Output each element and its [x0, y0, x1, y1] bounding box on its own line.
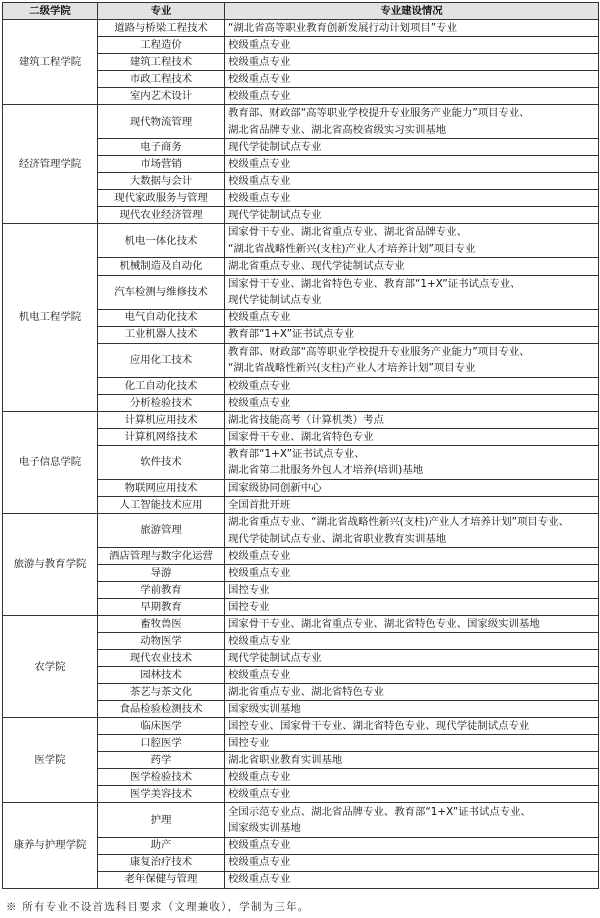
construction-cell: 湖北省技能高考（计算机类）考点 [225, 411, 599, 428]
construction-cell: 校级重点专业 [225, 633, 599, 650]
table-header-row [3, 3, 599, 20]
major-cell: 分析检验技术 [98, 394, 225, 411]
construction-cell-line2: 现代学徒制试点专业、湖北省职业教育实训基地 [225, 530, 599, 547]
major-cell: 电子商务 [98, 139, 225, 156]
major-cell: 软件技术 [98, 445, 225, 479]
table-row [3, 616, 599, 633]
major-cell: 现代农业经济管理 [98, 207, 225, 224]
major-cell: 临床医学 [98, 718, 225, 735]
header-college: 二级学院 [3, 3, 98, 20]
major-cell: 汽车检测与维修技术 [98, 275, 225, 309]
major-cell: 机械制造及自动化 [98, 258, 225, 275]
major-cell: 现代家政服务与管理 [98, 190, 225, 207]
major-cell: 应用化工技术 [98, 343, 225, 377]
major-cell: 护理 [98, 803, 225, 837]
table-row [3, 513, 599, 530]
construction-cell: 国控专业 [225, 582, 599, 599]
construction-cell: 校级重点专业 [225, 565, 599, 582]
construction-cell: 全国首批开班 [225, 496, 599, 513]
major-cell: 旅游管理 [98, 513, 225, 547]
construction-cell: 教育部“1+X”证书试点专业、 [225, 445, 599, 462]
construction-cell: 教育部、财政部“高等职业学校提升专业服务产业能力”项目专业、 [225, 343, 599, 360]
header-construction: 专业建设情况 [225, 3, 599, 20]
construction-cell: 现代学徒制试点专业 [225, 207, 599, 224]
construction-cell: 校级重点专业 [225, 173, 599, 190]
major-cell: 园林技术 [98, 667, 225, 684]
construction-cell-line2: 现代学徒制试点专业 [225, 292, 599, 309]
major-cell: 建筑工程技术 [98, 54, 225, 71]
college-cell: 旅游与教育学院 [3, 513, 98, 615]
construction-cell: 教育部、财政部“高等职业学校提升专业服务产业能力”项目专业、 [225, 105, 599, 122]
major-cell: 学前教育 [98, 582, 225, 599]
construction-cell: 国家级协同创新中心 [225, 479, 599, 496]
major-cell: 医学美容技术 [98, 786, 225, 803]
table-row [3, 803, 599, 820]
major-cell: 早期教育 [98, 599, 225, 616]
construction-cell: 湖北省重点专业、现代学徒制试点专业 [225, 258, 599, 275]
construction-cell: 国家骨干专业、湖北省特色专业 [225, 428, 599, 445]
construction-cell: 国控专业 [225, 599, 599, 616]
major-cell: 现代物流管理 [98, 105, 225, 139]
construction-cell: 湖北省职业教育实训基地 [225, 752, 599, 769]
major-cell: 畜牧兽医 [98, 616, 225, 633]
construction-cell: 现代学徒制试点专业 [225, 650, 599, 667]
major-cell: 药学 [98, 752, 225, 769]
major-cell: 大数据与会计 [98, 173, 225, 190]
construction-cell: 校级重点专业 [225, 871, 599, 888]
college-cell: 电子信息学院 [3, 411, 98, 513]
construction-cell: 校级重点专业 [225, 394, 599, 411]
major-cell: 计算机应用技术 [98, 411, 225, 428]
major-cell: 康复治疗技术 [98, 854, 225, 871]
major-cell: 电气自动化技术 [98, 309, 225, 326]
construction-cell: 校级重点专业 [225, 88, 599, 105]
major-cell: 酒店管理与数字化运营 [98, 548, 225, 565]
major-cell: 医学检验技术 [98, 769, 225, 786]
construction-cell: 校级重点专业 [225, 37, 599, 54]
major-cell: 老年保健与管理 [98, 871, 225, 888]
construction-cell: 校级重点专业 [225, 548, 599, 565]
construction-cell: 国家骨干专业、湖北省特色专业、教育部“1+X”证书试点专业、 [225, 275, 599, 292]
footnote: ※ 所有专业不设首选科目要求（文理兼收），学制为三年。 [6, 901, 310, 913]
header-major: 专业 [98, 3, 225, 20]
majors-table [2, 2, 599, 889]
college-cell: 机电工程学院 [3, 224, 98, 411]
construction-cell: 校级重点专业 [225, 377, 599, 394]
construction-cell: 国控专业 [225, 735, 599, 752]
construction-cell: 校级重点专业 [225, 156, 599, 173]
construction-cell: “湖北省高等职业教育创新发展行动计划项目”专业 [225, 20, 599, 37]
major-cell: 计算机网络技术 [98, 428, 225, 445]
major-cell: 市场营销 [98, 156, 225, 173]
major-cell: 工业机器人技术 [98, 326, 225, 343]
major-cell: 茶艺与茶文化 [98, 684, 225, 701]
college-cell: 农学院 [3, 616, 98, 718]
major-cell: 物联网应用技术 [98, 479, 225, 496]
construction-cell: 湖北省重点专业、“湖北省战略性新兴(支柱)产业人才培养计划”项目专业、 [225, 513, 599, 530]
construction-cell: 校级重点专业 [225, 71, 599, 88]
major-cell: 食品检验检测技术 [98, 701, 225, 718]
construction-cell: 校级重点专业 [225, 769, 599, 786]
table-row [3, 411, 599, 428]
table-row [3, 224, 599, 241]
college-cell: 建筑工程学院 [3, 20, 98, 105]
major-cell: 机电一体化技术 [98, 224, 225, 258]
construction-cell: 校级重点专业 [225, 786, 599, 803]
construction-cell: 全国示范专业点、湖北省品牌专业、教育部“1+X”证书试点专业、 [225, 803, 599, 820]
construction-cell: 国控专业、国家骨干专业、湖北省特色专业、现代学徒制试点专业 [225, 718, 599, 735]
construction-cell: 教育部“1+X”证书试点专业 [225, 326, 599, 343]
construction-cell-line2: “湖北省战略性新兴(支柱)产业人才培养计划”项目专业 [225, 241, 599, 258]
major-cell: 助产 [98, 837, 225, 854]
construction-cell: 校级重点专业 [225, 667, 599, 684]
table-row [3, 105, 599, 122]
college-cell: 康养与护理学院 [3, 803, 98, 888]
construction-cell: 校级重点专业 [225, 54, 599, 71]
construction-cell: 校级重点专业 [225, 190, 599, 207]
college-cell: 医学院 [3, 718, 98, 803]
construction-cell-line2: 湖北省品牌专业、湖北省高校省级实习实训基地 [225, 122, 599, 139]
major-cell: 道路与桥梁工程技术 [98, 20, 225, 37]
major-cell: 工程造价 [98, 37, 225, 54]
college-cell: 经济管理学院 [3, 105, 98, 224]
table-body [3, 20, 599, 889]
major-cell: 化工自动化技术 [98, 377, 225, 394]
construction-cell: 校级重点专业 [225, 854, 599, 871]
construction-cell: 国家骨干专业、湖北省重点专业、湖北省特色专业、国家级实训基地 [225, 616, 599, 633]
construction-cell-line2: 国家级实训基地 [225, 820, 599, 837]
table-row [3, 20, 599, 37]
major-cell: 导游 [98, 565, 225, 582]
construction-cell: 校级重点专业 [225, 309, 599, 326]
construction-cell: 校级重点专业 [225, 837, 599, 854]
construction-cell: 国家骨干专业、湖北省重点专业、湖北省品牌专业、 [225, 224, 599, 241]
construction-cell-line2: 湖北省第二批服务外包人才培养(培训)基地 [225, 462, 599, 479]
construction-cell: 湖北省重点专业、湖北省特色专业 [225, 684, 599, 701]
major-cell: 市政工程技术 [98, 71, 225, 88]
major-cell: 口腔医学 [98, 735, 225, 752]
table-row [3, 718, 599, 735]
construction-cell-line2: “湖北省战略性新兴(支柱)产业人才培养计划”项目专业 [225, 360, 599, 377]
major-cell: 动物医学 [98, 633, 225, 650]
construction-cell: 现代学徒制试点专业 [225, 139, 599, 156]
major-cell: 现代农业技术 [98, 650, 225, 667]
major-cell: 室内艺术设计 [98, 88, 225, 105]
construction-cell: 国家级实训基地 [225, 701, 599, 718]
major-cell: 人工智能技术应用 [98, 496, 225, 513]
